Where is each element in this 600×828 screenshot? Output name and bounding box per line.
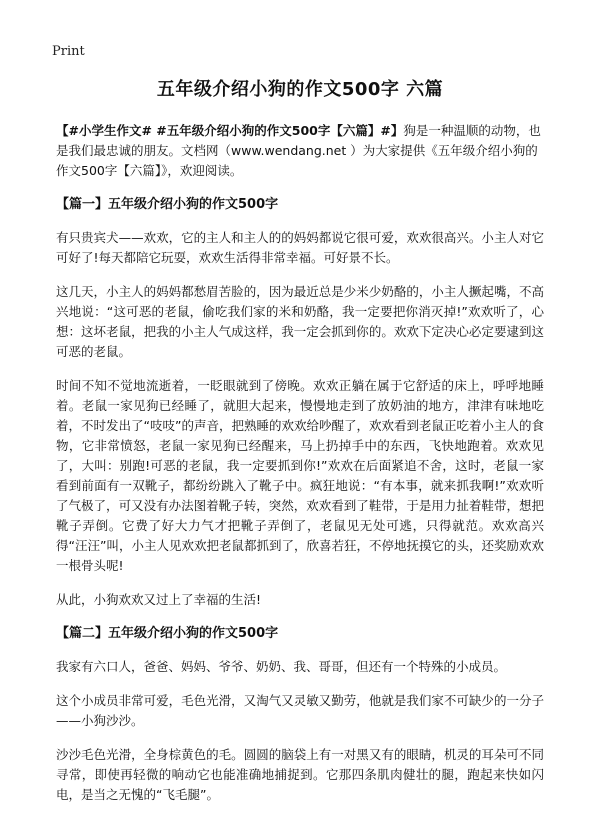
document-title: 五年级介绍小狗的作文500字 六篇	[156, 79, 444, 100]
section-heading: 【篇一】五年级介绍小狗的作文500字	[56, 197, 279, 212]
paragraph: 这几天，小主人的妈妈都愁眉苦脸的，因为最近总是少米少奶酪的，小主人撅起嘴，不高兴地说：“这可恶的老鼠，偷吃我们家的米和奶酪，我一定要把你消灭掉!”欢欢听了，心想：这坏老鼠，把我的小主人气成这样，我一定会抓到你的。欢欢下定决心必定要逮到这可恶的老鼠。	[56, 284, 544, 359]
section-2	[56, 624, 544, 805]
paragraph: 沙沙毛色光滑，全身棕黄色的毛。圆圆的脑袋上有一对黑又有的眼睛，机灵的耳朵可不同寻常，即使再轻微的响动它也能准确地捕捉到。它那四条肌肉健壮的腿，跑起来快如闪电，是当之无愧的“飞毛腿”。	[56, 747, 544, 802]
paragraph: 时间不知不觉地流逝着，一眨眼就到了傍晚。欢欢正躺在属于它舒适的床上，呼呼地睡着。老鼠一家见狗已经睡了，就胆大起来，慢慢地走到了放奶油的地方，津津有味地吃着，不时发出了“吱吱”的声音，把熟睡的欢欢给吵醒了，欢欢看到老鼠正吃着小主人的食物，它非常愤怒，老鼠一家见狗已经醒来，马上扔掉手中的东西，飞快地跑着。欢欢见了，大叫：别跑!可恶的老鼠，我一定要抓到你!”欢欢在后面紧追不舍，这时，老鼠一家看到前面有一双靴子，都纷纷跳入了靴子中。疯狂地说：“有本事，就来抓我啊!”欢欢听了气极了，可又没有办法图着靴子转，突然，欢欢看到了鞋带，于是用力扯着鞋带，想把靴子弄倒。它费了好大力气才把靴子弄倒了，老鼠见无处可逃，只得就范。欢欢高兴得“汪汪”叫，小主人见欢欢把老鼠都抓到了，欣喜若狂，不停地抚摸它的头，还奖励欢欢一根骨头呢!	[56, 378, 544, 573]
intro-text: 狗是一种温顺的动物，也是我们最忠诚的朋友。文档网（www.wendang.net ）为大家提供《五年级介绍小狗的作文500字【六篇】》，欢迎阅读。	[56, 123, 541, 178]
print-label: Print	[52, 44, 85, 59]
section-1	[56, 195, 544, 610]
section-heading: 【篇二】五年级介绍小狗的作文500字	[56, 626, 279, 641]
paragraph: 我家有六口人，爸爸、妈妈、爷爷、奶奶、我、哥哥，但还有一个特殊的小成员。	[56, 659, 507, 674]
paragraph: 从此，小狗欢欢又过上了幸福的生活!	[56, 592, 262, 607]
intro-tag: 【#小学生作文# #五年级介绍小狗的作文500字【六篇】#】	[56, 123, 404, 138]
paragraph: 有只贵宾犬——欢欢，它的主人和主人的的妈妈都说它很可爱，欢欢很高兴。小主人对它可好了!每天都陪它玩耍，欢欢生活得非常幸福。可好景不长。	[56, 230, 544, 265]
intro-paragraph	[56, 121, 544, 181]
paragraph: 这个小成员非常可爱，毛色光滑，又淘气又灵敏又勤劳，他就是我们家不可缺少的一分子——小狗沙沙。	[56, 693, 544, 728]
